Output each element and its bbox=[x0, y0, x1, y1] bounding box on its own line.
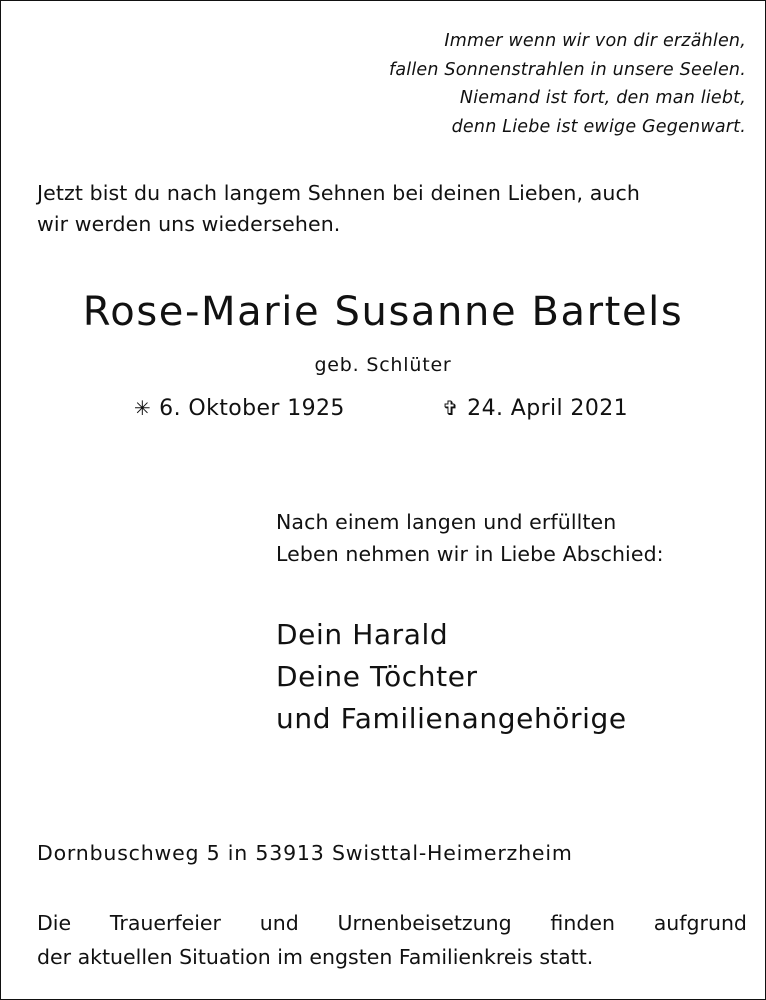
service-word: und bbox=[259, 911, 299, 935]
poem-line: Immer wenn wir von dir erzählen, bbox=[444, 31, 746, 51]
farewell-line: Nach einem langen und erfüllten bbox=[276, 510, 617, 534]
poem-line: denn Liebe ist ewige Gegenwart. bbox=[451, 116, 746, 137]
birth-name: geb. Schlüter bbox=[314, 354, 452, 376]
death-date-block bbox=[442, 393, 628, 424]
service-word: Trauerfeier bbox=[109, 911, 221, 935]
farewell-text bbox=[276, 506, 664, 570]
poem-line: fallen Sonnenstrahlen in unsere Seelen. bbox=[389, 59, 746, 80]
service-word: finden bbox=[550, 911, 615, 935]
birth-star-icon: ✳ bbox=[134, 396, 152, 420]
service-line-1 bbox=[37, 906, 747, 940]
address-line: Dornbuschweg 5 in 53913 Swisttal-Heimerzheim bbox=[37, 841, 573, 865]
deceased-name: Rose-Marie Susanne Bartels bbox=[82, 289, 684, 335]
memorial-poem bbox=[206, 27, 746, 141]
intro-line: Jetzt bist du nach langem Sehnen bei deinen Lieben, auch bbox=[37, 181, 640, 205]
cross-icon: ✞ bbox=[442, 396, 460, 420]
service-notice bbox=[37, 906, 747, 974]
birth-date-block bbox=[134, 393, 345, 424]
mourner-name: Deine Töchter bbox=[276, 660, 478, 693]
mourner-name: Dein Harald bbox=[276, 618, 449, 651]
mourner-name: und Familienangehörige bbox=[276, 702, 627, 735]
intro-line: wir werden uns wiedersehen. bbox=[37, 212, 341, 236]
mourners-list bbox=[276, 614, 627, 740]
farewell-line: Leben nehmen wir in Liebe Abschied: bbox=[276, 542, 664, 566]
service-word: Urnenbeisetzung bbox=[337, 911, 512, 935]
death-date: 24. April 2021 bbox=[467, 396, 629, 421]
intro-text bbox=[37, 178, 752, 240]
service-word: Die bbox=[37, 911, 72, 935]
service-word: aufgrund bbox=[653, 911, 747, 935]
birth-date: 6. Oktober 1925 bbox=[159, 396, 345, 421]
service-line-2: der aktuellen Situation im engsten Familienkreis statt. bbox=[37, 945, 594, 969]
poem-line: Niemand ist fort, den man liebt, bbox=[459, 88, 746, 108]
